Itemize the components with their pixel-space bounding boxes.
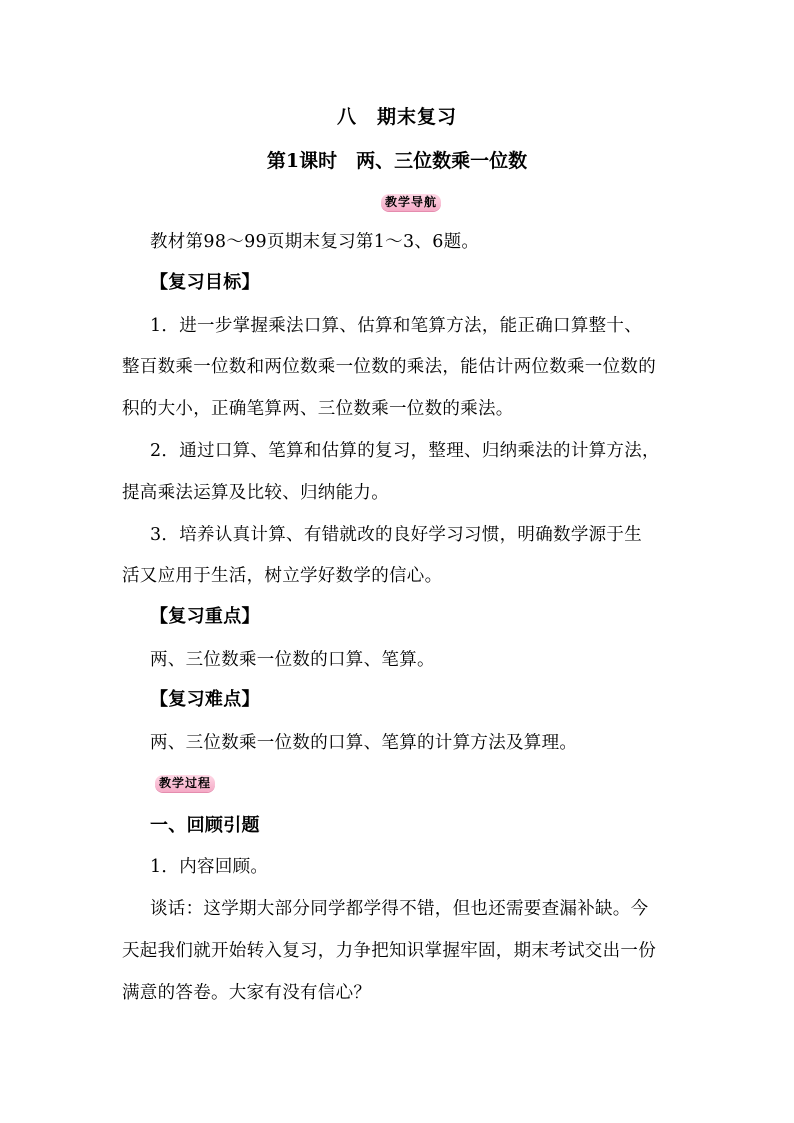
key-points-text: 两、三位数乘一位数的口算、笔算。 <box>150 650 435 670</box>
goal-line: 整百数乘一位数和两位数乘一位数的乘法，能估计两位数乘一位数的 <box>122 357 656 377</box>
unit-title: 八 期末复习 <box>336 106 457 128</box>
goal-line: 1．进一步掌握乘法口算、估算和笔算方法，能正确口算整十、 <box>150 316 643 336</box>
item-heading: 1．内容回顾。 <box>150 857 269 877</box>
goal-line: 3．培养认真计算、有错就改的良好学习习惯，明确数学源于生 <box>150 525 643 545</box>
materials-text: 教材第98～99页期末复习第1～3、6题。 <box>150 232 480 252</box>
teaching-guide-badge: 教学导航 <box>381 194 441 211</box>
teaching-process-badge: 教学过程 <box>155 775 215 792</box>
difficulties-text: 两、三位数乘一位数的口算、笔算的计算方法及算理。 <box>150 733 578 753</box>
section-heading: 一、回顾引题 <box>150 815 260 836</box>
goal-line: 2．通过口算、笔算和估算的复习，整理、归纳乘法的计算方法， <box>150 441 660 461</box>
lesson-title: 第1课时 两、三位数乘一位数 <box>266 150 528 172</box>
talk-line: 谈话：这学期大部分同学都学得不错，但也还需要查漏补缺。今 <box>150 899 649 919</box>
talk-line: 天起我们就开始转入复习，力争把知识掌握牢固，期末考试交出一份 <box>122 941 656 961</box>
goal-line: 活又应用于生活，树立学好数学的信心。 <box>122 566 443 586</box>
review-goals-heading: 【复习目标】 <box>150 272 260 293</box>
difficulties-heading: 【复习难点】 <box>150 689 260 710</box>
talk-line: 满意的答卷。大家有没有信心？ <box>122 983 372 1003</box>
key-points-heading: 【复习重点】 <box>150 606 260 627</box>
goal-line: 积的大小，正确笔算两、三位数乘一位数的乘法。 <box>122 399 514 419</box>
goal-line: 提高乘法运算及比较、归纳能力。 <box>122 483 389 503</box>
